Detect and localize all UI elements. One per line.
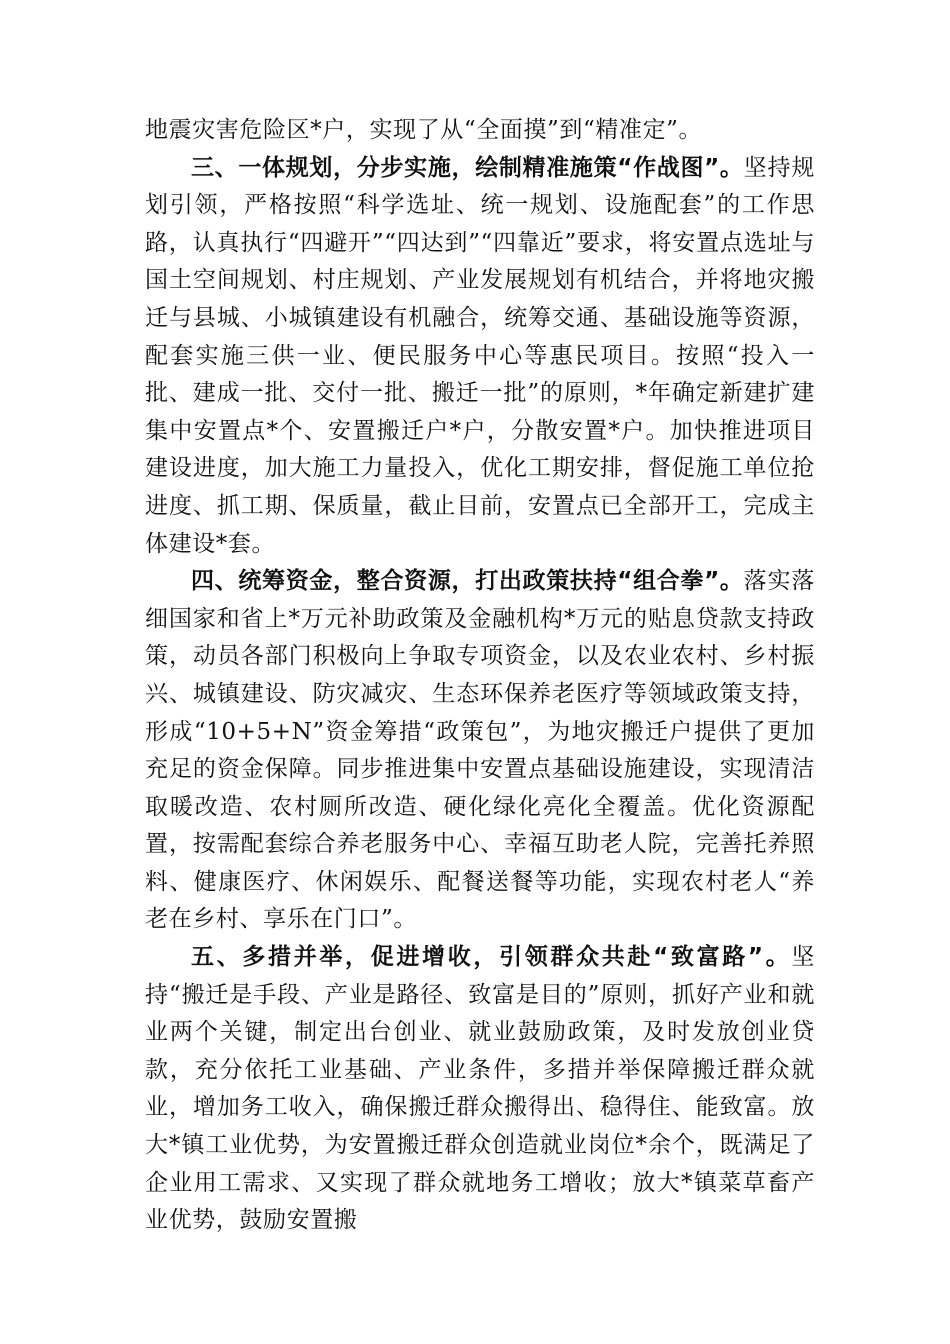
document-page: [145, 112, 815, 1240]
section-4-heading: 四、统筹资金，整合资源，打出政策扶持“组合拳”。: [191, 568, 744, 595]
intro-paragraph-tail: 地震灾害危险区*户，实现了从“全面摸”到“精准定”。: [145, 117, 703, 143]
section-3-body: 坚持规划引领，严格按照“科学选址、统一规划、设施配套”的工作思路，认真执行“四避开”“四达到”“四靠近”要求，将安置点选址与国土空间规划、村庄规划、产业发展规划有机结合，并将地灾搬迁与县城、小城镇建设有机融合，统筹交通、基础设施等资源，配套实施三供一业、便民服务中心等惠民项目。按照“投入一批、建成一批、交付一批、搬迁一批”的原则，*年确定新建扩建集中安置点*个、安置搬迁户*户，分散安置*户。加快推进项目建设进度，加大施工力量投入，优化工期安排，督促施工单位抢进度、抓工期、保质量，截止目前，安置点已全部开工，完成主体建设*套。: [145, 154, 815, 557]
section-5-heading: 五、多措并举，促进增收，引领群众共赴“致富路”。: [191, 944, 792, 971]
section-5-paragraph: [145, 939, 815, 1240]
section-3-heading: 三、一体规划，分步实施，绘制精准施策“作战图”。: [191, 154, 744, 181]
section-4-body: 落实落细国家和省上*万元补助政策及金融机构*万元的贴息贷款支持政策，动员各部门积极向上争取专项资金，以及农业农村、乡村振兴、城镇建设、防灾减灾、生态环保养老医疗等领域政策支持，形成“10+5+N”资金筹措“政策包”，为地灾搬迁户提供了更加充足的资金保障。同步推进集中安置点基础设施建设，实现清洁取暖改造、农村厕所改造、硬化绿化亮化全覆盖。优化资源配置，按需配套综合养老服务中心、幸福互助老人院，完善托养照料、健康医疗、休闲娱乐、配餐送餐等功能，实现农村老人“养老在乡村、享乐在门口”。: [145, 568, 815, 933]
section-5-body: 坚持“搬迁是手段、产业是路径、致富是目的”原则，抓好产业和就业两个关键，制定出台创业、就业鼓励政策，及时发放创业贷款，充分依托工业基础、产业条件，多措并举保障搬迁群众就业，增加务工收入，确保搬迁群众搬得出、稳得住、能致富。放大*镇工业优势，为安置搬迁群众创造就业岗位*余个，既满足了企业用工需求、又实现了群众就地务工增收；放大*镇菜草畜产业优势，鼓励安置搬: [145, 944, 815, 1234]
section-4-paragraph: [145, 563, 815, 939]
section-3-paragraph: [145, 150, 815, 564]
